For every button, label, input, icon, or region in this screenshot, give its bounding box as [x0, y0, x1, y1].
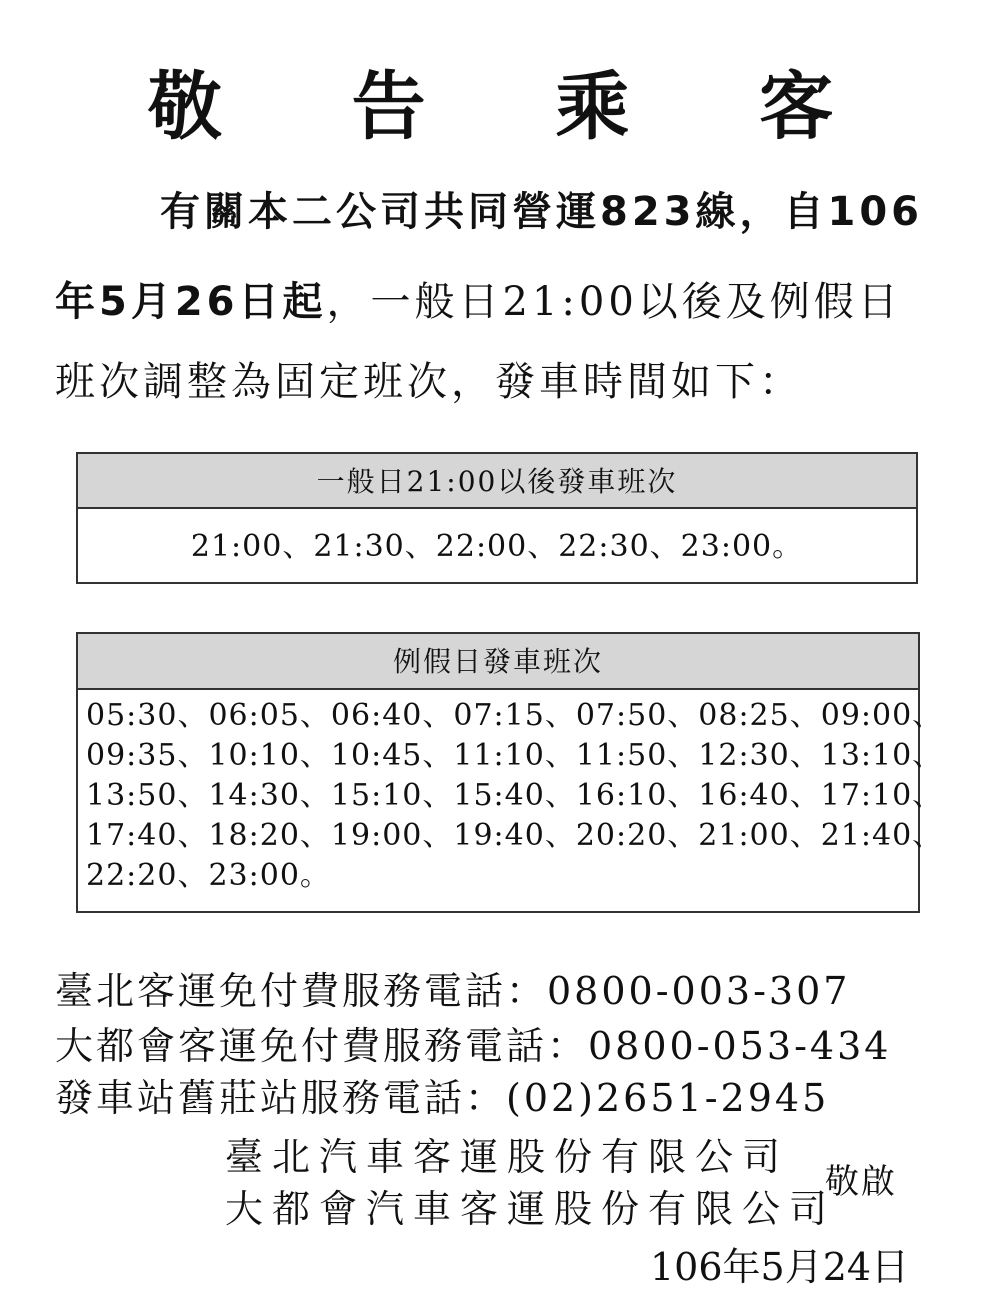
weekday-schedule-table: [76, 452, 918, 584]
signature-closing: 敬啟: [825, 1162, 897, 1202]
holiday-times-row: 09:35、10:10、10:45、11:10、11:50、12:30、13:10、: [86, 738, 944, 773]
holiday-schedule-header: 例假日發車班次: [78, 634, 918, 690]
announcement-line-2: [55, 270, 902, 327]
weekday-schedule-times: 21:00、21:30、22:00、22:30、23:00。: [190, 529, 804, 564]
holiday-schedule-table: [76, 632, 944, 913]
signature-company-2: 大都會汽車客運股份有限公司: [225, 1187, 837, 1231]
page-title: 敬 告 乘 客: [147, 64, 886, 150]
contact-jiuzhuang-station: 發車站舊莊站服務電話：(02)2651-2945: [55, 1076, 830, 1120]
holiday-times-row: 22:20、23:00。: [86, 858, 331, 893]
signature-company-1: 臺北汽車客運股份有限公司: [225, 1135, 790, 1179]
effective-date: 年5月26日起: [55, 279, 327, 325]
weekday-schedule-header: 一般日21:00以後發車班次: [78, 454, 916, 509]
announcement-line-2-rest: ，一般日21:00以後及例假日: [326, 279, 902, 325]
contact-taipei-bus: 臺北客運免付費服務電話：0800-003-307: [55, 969, 851, 1013]
holiday-times-row: 17:40、18:20、19:00、19:40、20:20、21:00、21:40、: [86, 818, 944, 853]
announcement-line-3: 班次調整為固定班次，發車時間如下：: [55, 359, 803, 405]
contact-metropolitan-bus: 大都會客運免付費服務電話：0800-053-434: [55, 1024, 892, 1068]
holiday-times-row: 05:30、06:05、06:40、07:15、07:50、08:25、09:00、: [86, 698, 944, 733]
signature-date: 106年5月24日: [650, 1245, 910, 1289]
holiday-times-row: 13:50、14:30、15:10、15:40、16:10、16:40、17:10、: [86, 778, 944, 813]
announcement-line-1: 有關本二公司共同營運823線，自106: [160, 189, 923, 235]
holiday-schedule-times: [78, 690, 944, 896]
